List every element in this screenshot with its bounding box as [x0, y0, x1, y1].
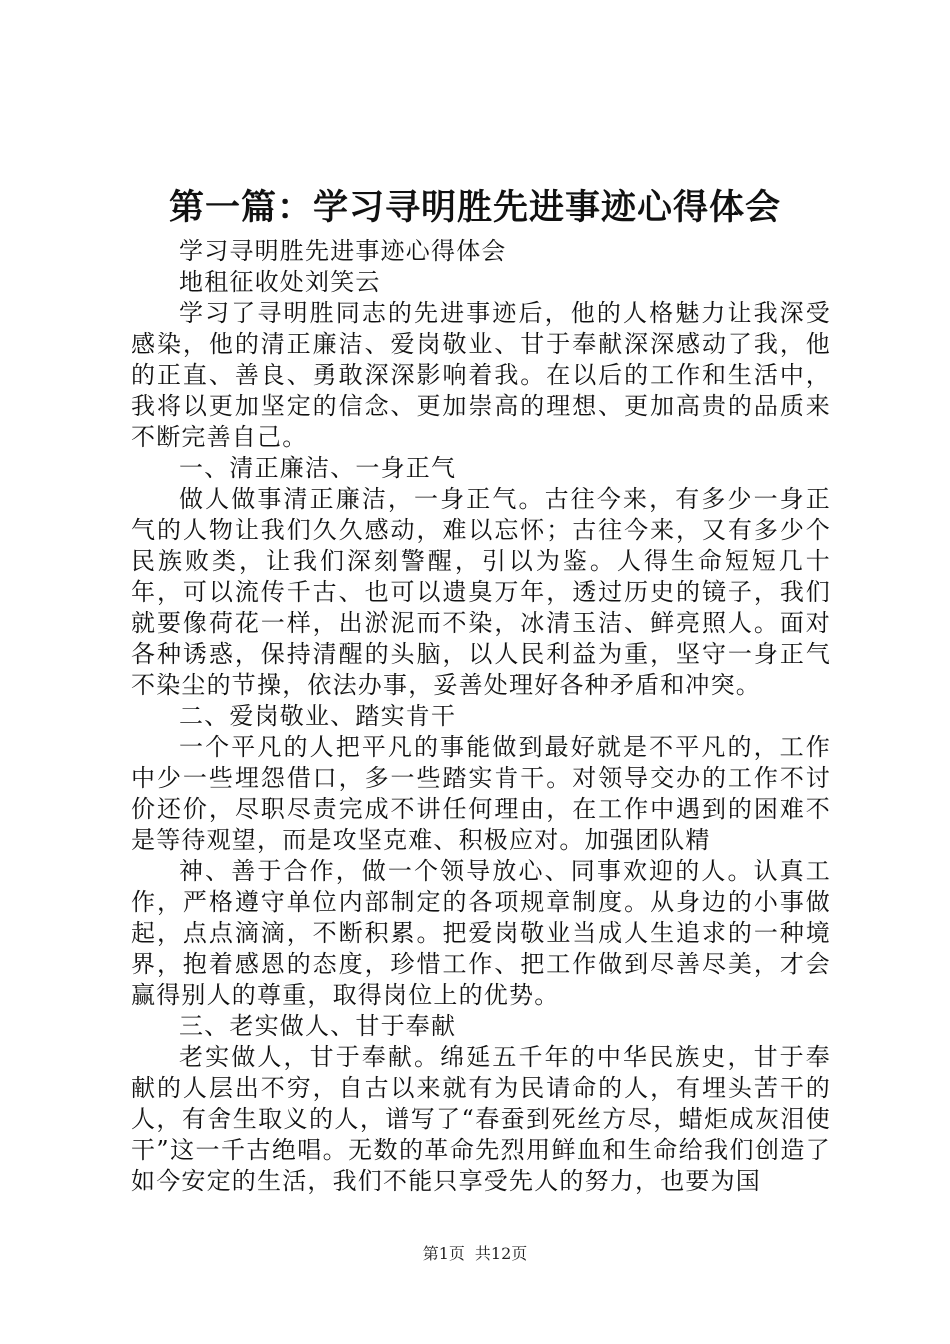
body-paragraph: 老实做人，甘于奉献。绵延五千年的中华民族史，甘于奉献的人层出不穷，自古以来就有为民请命的人，有埋头苦干的人，有舍生取义的人，谱写了“春蚕到死丝方尽，蜡炬成灰泪使干”这一千古绝唱。无数的革命先烈用鲜血和生命给我们创造了如今安定的生活，我们不能只享受先人的努力，也要为国 — [131, 1043, 831, 1195]
body-paragraph: 一个平凡的人把平凡的事能做到最好就是不平凡的，工作中少一些埋怨借口，多一些踏实肯干。对领导交办的工作不讨价还价，尽职尽责完成不讲任何理由，在工作中遇到的困难不是等待观望，而是攻坚克难、积极应对。加强团队精 — [131, 733, 831, 854]
author-line: 地租征收处刘笑云 — [179, 268, 381, 296]
body-paragraph: 神、善于合作，做一个领导放心、同事欢迎的人。认真工作，严格遵守单位内部制定的各项规章制度。从身边的小事做起，点点滴滴，不断积累。把爱岗敬业当成人生追求的一种境界，抱着感恩的态度，珍惜工作、把工作做到尽善尽美，才会赢得别人的尊重，取得岗位上的优势。 — [131, 857, 831, 1009]
section-heading-1: 一、清正廉洁、一身正气 — [179, 454, 457, 482]
document-body — [131, 236, 831, 1197]
body-paragraph: 做人做事清正廉洁，一身正气。古往今来，有多少一身正气的人物让我们久久感动，难以忘怀；古往今来，又有多少个民族败类，让我们深刻警醒，引以为鉴。人得生命短短几十年，可以流传千古、也可以遗臭万年，透过历史的镜子，我们就要像荷花一样，出淤泥而不染，冰清玉洁、鲜亮照人。面对各种诱惑，保持清醒的头脑，以人民利益为重，坚守一身正气不染尘的节操，依法办事，妥善处理好各种矛盾和冲突。 — [131, 485, 831, 699]
body-paragraph: 学习了寻明胜同志的先进事迹后，他的人格魅力让我深受感染，他的清正廉洁、爱岗敬业、甘于奉献深深感动了我，他的正直、善良、勇敢深深影响着我。在以后的工作和生活中，我将以更加坚定的信念、更加崇高的理想、更加高贵的品质来不断完善自己。 — [131, 299, 831, 451]
page-total: 共12页 — [474, 1244, 528, 1263]
document-title: 第一篇：学习寻明胜先进事迹心得体会 — [168, 188, 781, 228]
section-heading-3: 三、老实做人、甘于奉献 — [179, 1012, 457, 1040]
page-number: 第1页 — [422, 1244, 465, 1263]
subtitle: 学习寻明胜先进事迹心得体会 — [179, 237, 507, 265]
section-heading-2: 二、爱岗敬业、踏实肯干 — [179, 702, 457, 730]
page-footer — [0, 1243, 950, 1265]
